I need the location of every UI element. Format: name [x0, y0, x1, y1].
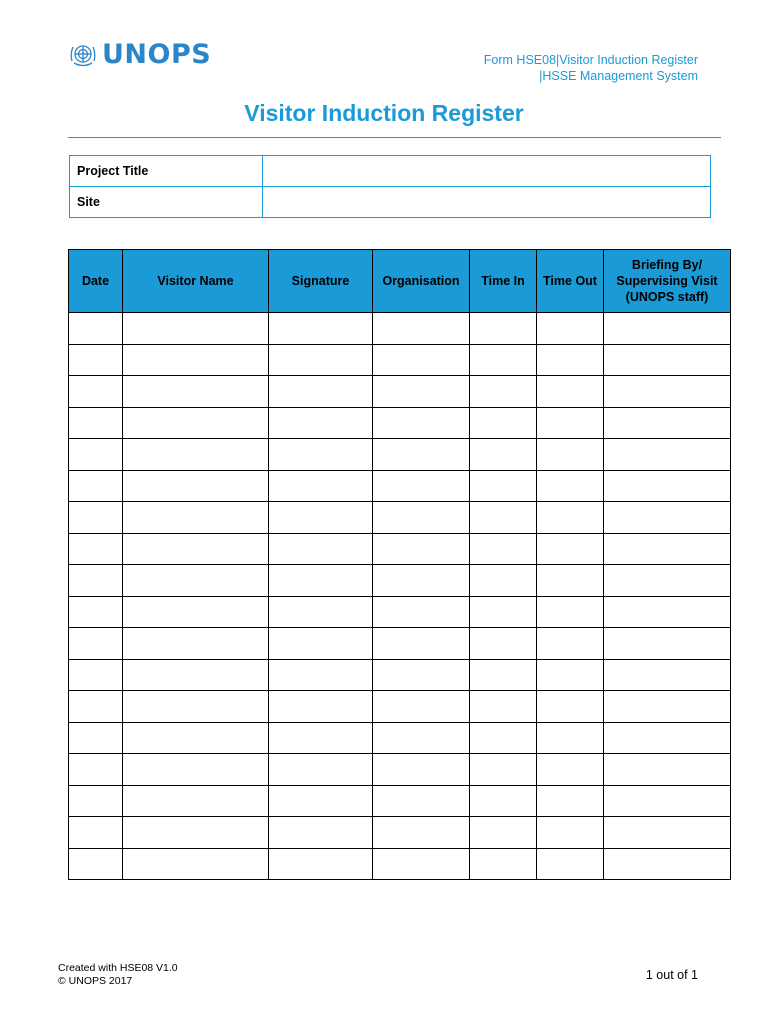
table-cell[interactable] [69, 817, 123, 849]
table-row [69, 407, 731, 439]
table-cell[interactable] [604, 470, 731, 502]
table-cell[interactable] [269, 659, 373, 691]
table-cell[interactable] [123, 659, 269, 691]
table-cell[interactable] [123, 376, 269, 408]
table-cell[interactable] [373, 817, 470, 849]
table-cell[interactable] [69, 754, 123, 786]
table-cell[interactable] [123, 785, 269, 817]
table-row [69, 344, 731, 376]
table-cell[interactable] [123, 407, 269, 439]
table-cell[interactable] [69, 344, 123, 376]
table-row [69, 596, 731, 628]
table-cell[interactable] [373, 691, 470, 723]
table-cell[interactable] [269, 407, 373, 439]
logo-wordmark: UNOPS [102, 38, 212, 70]
table-cell[interactable] [373, 754, 470, 786]
table-cell[interactable] [123, 817, 269, 849]
table-cell[interactable] [537, 659, 604, 691]
table-row [69, 439, 731, 471]
table-cell[interactable] [123, 596, 269, 628]
table-cell[interactable] [537, 785, 604, 817]
footer-credits [58, 962, 178, 988]
table-cell[interactable] [269, 848, 373, 880]
table-cell[interactable] [373, 376, 470, 408]
table-cell[interactable] [123, 533, 269, 565]
table-cell[interactable] [604, 628, 731, 660]
table-cell[interactable] [537, 817, 604, 849]
table-cell[interactable] [373, 533, 470, 565]
table-cell[interactable] [373, 785, 470, 817]
table-cell[interactable] [269, 313, 373, 345]
table-cell[interactable] [123, 565, 269, 597]
table-cell[interactable] [604, 785, 731, 817]
table-cell[interactable] [470, 439, 537, 471]
table-cell[interactable] [537, 722, 604, 754]
table-cell[interactable] [604, 407, 731, 439]
table-row [69, 754, 731, 786]
table-cell[interactable] [604, 439, 731, 471]
table-cell[interactable] [470, 628, 537, 660]
table-cell[interactable] [269, 596, 373, 628]
table-cell[interactable] [604, 848, 731, 880]
table-row [69, 313, 731, 345]
table-row [69, 659, 731, 691]
table-row [69, 502, 731, 534]
table-cell[interactable] [69, 848, 123, 880]
col-header-date: Date [69, 250, 123, 313]
table-cell[interactable] [123, 691, 269, 723]
table-cell[interactable] [537, 502, 604, 534]
site-row [70, 187, 711, 218]
table-cell[interactable] [604, 722, 731, 754]
table-cell[interactable] [604, 533, 731, 565]
table-cell[interactable] [470, 596, 537, 628]
form-code-line: Form HSE08|Visitor Induction Register [483, 53, 698, 67]
table-cell[interactable] [69, 785, 123, 817]
table-cell[interactable] [69, 502, 123, 534]
table-cell[interactable] [470, 659, 537, 691]
table-cell[interactable] [470, 817, 537, 849]
table-cell[interactable] [269, 722, 373, 754]
table-row [69, 691, 731, 723]
table-cell[interactable] [269, 691, 373, 723]
table-cell[interactable] [269, 817, 373, 849]
table-cell[interactable] [123, 470, 269, 502]
table-cell[interactable] [604, 596, 731, 628]
col-header-visitor-name: Visitor Name [123, 250, 269, 313]
table-cell[interactable] [537, 628, 604, 660]
table-cell[interactable] [373, 313, 470, 345]
table-cell[interactable] [537, 313, 604, 345]
table-row [69, 628, 731, 660]
table-cell[interactable] [470, 376, 537, 408]
table-cell[interactable] [69, 533, 123, 565]
table-cell[interactable] [373, 439, 470, 471]
management-system-line: |HSSE Management System [539, 69, 698, 83]
register-header-row [69, 250, 731, 313]
table-cell[interactable] [537, 439, 604, 471]
table-cell[interactable] [373, 344, 470, 376]
table-row [69, 817, 731, 849]
table-cell[interactable] [470, 754, 537, 786]
table-cell[interactable] [470, 691, 537, 723]
table-cell[interactable] [373, 565, 470, 597]
table-cell[interactable] [69, 313, 123, 345]
created-with-text: Created with HSE08 V1.0 [58, 962, 178, 974]
table-cell[interactable] [123, 313, 269, 345]
col-header-time-out: Time Out [537, 250, 604, 313]
table-row [69, 848, 731, 880]
un-emblem-icon [68, 39, 98, 69]
project-title-row [70, 156, 711, 187]
table-row [69, 470, 731, 502]
table-cell[interactable] [69, 596, 123, 628]
table-cell[interactable] [269, 628, 373, 660]
table-cell[interactable] [470, 533, 537, 565]
table-cell[interactable] [604, 313, 731, 345]
table-cell[interactable] [69, 470, 123, 502]
table-cell[interactable] [470, 722, 537, 754]
table-row [69, 533, 731, 565]
table-cell[interactable] [604, 376, 731, 408]
table-cell[interactable] [69, 722, 123, 754]
table-cell[interactable] [537, 754, 604, 786]
table-cell[interactable] [69, 565, 123, 597]
title-divider [68, 137, 721, 138]
table-cell[interactable] [537, 848, 604, 880]
table-cell[interactable] [69, 628, 123, 660]
page-number: 1 out of 1 [645, 968, 698, 982]
copyright-text: © UNOPS 2017 [58, 975, 133, 987]
table-cell[interactable] [604, 691, 731, 723]
table-cell[interactable] [373, 848, 470, 880]
table-cell[interactable] [604, 659, 731, 691]
table-cell[interactable] [373, 659, 470, 691]
table-cell[interactable] [123, 848, 269, 880]
table-cell[interactable] [604, 502, 731, 534]
table-row [69, 722, 731, 754]
page-title: Visitor Induction Register [244, 100, 524, 126]
table-cell[interactable] [373, 596, 470, 628]
col-header-briefing-by: Briefing By/ Supervising Visit (UNOPS staff) [604, 250, 731, 313]
table-cell[interactable] [537, 376, 604, 408]
table-cell[interactable] [123, 439, 269, 471]
table-cell[interactable] [604, 565, 731, 597]
table-cell[interactable] [604, 344, 731, 376]
table-cell[interactable] [373, 722, 470, 754]
table-cell[interactable] [123, 502, 269, 534]
table-cell[interactable] [69, 439, 123, 471]
table-cell[interactable] [470, 565, 537, 597]
table-cell[interactable] [537, 691, 604, 723]
project-title-label: Project Title [70, 156, 263, 187]
table-cell[interactable] [269, 502, 373, 534]
table-cell[interactable] [470, 313, 537, 345]
table-row [69, 565, 731, 597]
table-cell[interactable] [269, 344, 373, 376]
table-cell[interactable] [537, 533, 604, 565]
project-info-table [69, 155, 711, 218]
table-cell[interactable] [269, 785, 373, 817]
table-cell[interactable] [123, 722, 269, 754]
table-cell[interactable] [269, 470, 373, 502]
table-cell[interactable] [537, 407, 604, 439]
table-cell[interactable] [470, 848, 537, 880]
table-cell[interactable] [269, 376, 373, 408]
site-field[interactable] [263, 187, 711, 218]
table-cell[interactable] [373, 628, 470, 660]
visitor-register-table [68, 249, 731, 880]
unops-logo [68, 38, 211, 70]
table-cell[interactable] [537, 565, 604, 597]
table-cell[interactable] [269, 439, 373, 471]
table-row [69, 785, 731, 817]
table-cell[interactable] [123, 344, 269, 376]
site-label: Site [70, 187, 263, 218]
table-cell[interactable] [123, 754, 269, 786]
table-cell[interactable] [470, 785, 537, 817]
table-cell[interactable] [69, 376, 123, 408]
table-cell[interactable] [537, 596, 604, 628]
project-title-field[interactable] [263, 156, 711, 187]
table-cell[interactable] [604, 817, 731, 849]
table-cell[interactable] [537, 470, 604, 502]
table-cell[interactable] [123, 628, 269, 660]
table-cell[interactable] [470, 470, 537, 502]
table-cell[interactable] [470, 407, 537, 439]
col-header-organisation: Organisation [373, 250, 470, 313]
table-cell[interactable] [69, 691, 123, 723]
table-cell[interactable] [69, 407, 123, 439]
table-cell[interactable] [537, 344, 604, 376]
table-cell[interactable] [269, 754, 373, 786]
table-cell[interactable] [470, 344, 537, 376]
form-reference [484, 52, 698, 84]
register-body [69, 313, 731, 880]
table-cell[interactable] [373, 502, 470, 534]
table-cell[interactable] [604, 754, 731, 786]
table-cell[interactable] [269, 565, 373, 597]
table-cell[interactable] [269, 533, 373, 565]
table-row [69, 376, 731, 408]
table-cell[interactable] [373, 407, 470, 439]
table-cell[interactable] [69, 659, 123, 691]
col-header-signature: Signature [269, 250, 373, 313]
col-header-time-in: Time In [470, 250, 537, 313]
table-cell[interactable] [373, 470, 470, 502]
table-cell[interactable] [470, 502, 537, 534]
